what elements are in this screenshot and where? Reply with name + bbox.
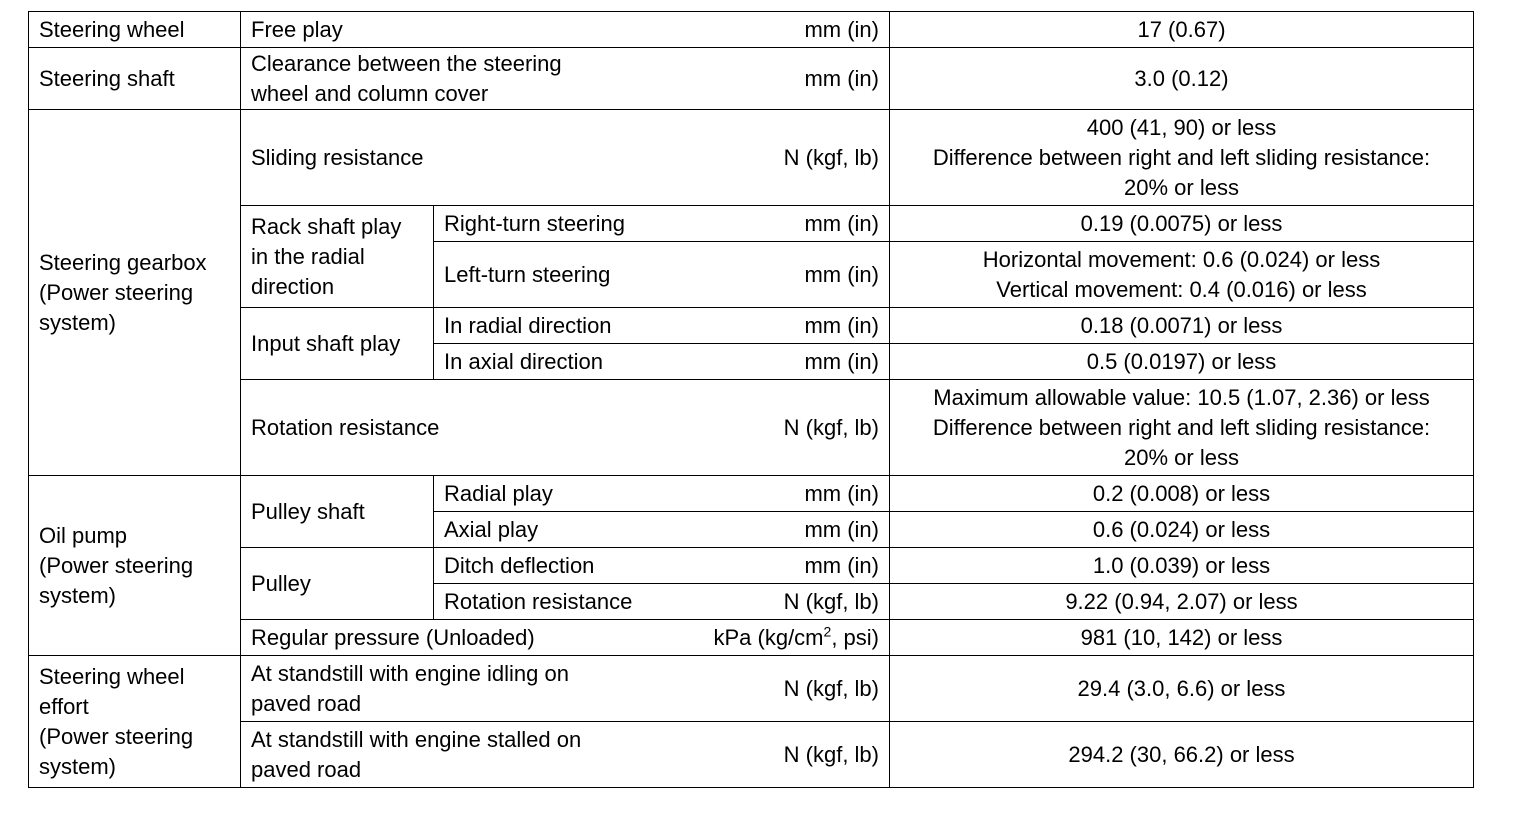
value-cell: Maximum allowable value: 10.5 (1.07, 2.36) or less Difference between right and left sliding resistance: 20% or less (890, 380, 1474, 476)
category-cell: Steering wheel (29, 12, 241, 48)
row-pulley-shaft-radial (29, 476, 1474, 512)
value-cell: Horizontal movement: 0.6 (0.024) or less Vertical movement: 0.4 (0.016) or less (890, 242, 1474, 308)
unit-label: mm (in) (804, 210, 879, 236)
unit-label: N (kgf, lb) (783, 675, 879, 701)
unit-label: mm (in) (804, 348, 879, 374)
value-cell: 0.19 (0.0075) or less (890, 206, 1474, 242)
row-steering-wheel-free-play (29, 12, 1474, 48)
item-cell: In axial direction mm (in) (434, 344, 890, 380)
unit-label: mm (in) (804, 312, 879, 338)
unit-label: mm (in) (804, 65, 879, 91)
value-cell: 9.22 (0.94, 2.07) or less (890, 584, 1474, 620)
row-steering-shaft-clearance (29, 48, 1474, 110)
unit-label: N (kgf, lb) (783, 414, 879, 440)
item-cell: Rotation resistance N (kgf, lb) (434, 584, 890, 620)
value-cell: 0.2 (0.008) or less (890, 476, 1474, 512)
unit-label: mm (in) (804, 552, 879, 578)
category-cell: Steering shaft (29, 48, 241, 110)
value-cell: 400 (41, 90) or less Difference between right and left sliding resistance: 20% or less (890, 110, 1474, 206)
row-rack-right-turn (29, 206, 1474, 242)
item-cell: Clearance between the steering wheel and column cover mm (in) (241, 48, 890, 110)
item-cell: Free play mm (in) (241, 12, 890, 48)
group-cell-rack-shaft: Rack shaft play in the radial direction (241, 206, 434, 308)
row-effort-idling (29, 656, 1474, 722)
item-cell: Ditch deflection mm (in) (434, 548, 890, 584)
item-cell: Sliding resistance N (kgf, lb) (241, 110, 890, 206)
value-cell: 294.2 (30, 66.2) or less (890, 722, 1474, 788)
unit-label: kPa ($kg/cm^2$, psi) (713, 623, 879, 650)
row-gearbox-sliding-resistance (29, 110, 1474, 206)
unit-label: mm (in) (804, 516, 879, 542)
item-cell: At standstill with engine stalled on paved road N (kgf, lb) (241, 722, 890, 788)
item-cell: Rotation resistance N (kgf, lb) (241, 380, 890, 476)
group-cell-pulley: Pulley (241, 548, 434, 620)
unit-label: mm (in) (804, 16, 879, 42)
row-effort-stalled (29, 722, 1474, 788)
group-cell-pulley-shaft: Pulley shaft (241, 476, 434, 548)
value-cell: 0.6 (0.024) or less (890, 512, 1474, 548)
category-cell-gearbox: Steering gearbox (Power steering system) (29, 110, 241, 476)
item-cell: Radial play mm (in) (434, 476, 890, 512)
category-cell-oil-pump: Oil pump (Power steering system) (29, 476, 241, 656)
unit-label: N (kgf, lb) (783, 144, 879, 170)
unit-label: N (kgf, lb) (783, 741, 879, 767)
item-cell: In radial direction mm (in) (434, 308, 890, 344)
value-cell: 3.0 (0.12) (890, 48, 1474, 110)
item-cell: Axial play mm (in) (434, 512, 890, 548)
unit-label: mm (in) (804, 261, 879, 287)
row-gearbox-rotation-resistance (29, 380, 1474, 476)
row-input-shaft-radial (29, 308, 1474, 344)
item-cell: Regular pressure (Unloaded) kPa ($kg/cm^2$, psi) (241, 620, 890, 656)
value-cell: 0.18 (0.0071) or less (890, 308, 1474, 344)
unit-label: mm (in) (804, 480, 879, 506)
value-cell: 17 (0.67) (890, 12, 1474, 48)
value-cell: 981 (10, 142) or less (890, 620, 1474, 656)
value-cell: 29.4 (3.0, 6.6) or less (890, 656, 1474, 722)
category-cell-effort: Steering wheel effort (Power steering system) (29, 656, 241, 788)
specification-table (28, 11, 1474, 788)
unit-label: N (kgf, lb) (783, 588, 879, 614)
value-cell: 0.5 (0.0197) or less (890, 344, 1474, 380)
row-regular-pressure (29, 620, 1474, 656)
group-cell-input-shaft: Input shaft play (241, 308, 434, 380)
item-cell: At standstill with engine idling on paved road N (kgf, lb) (241, 656, 890, 722)
item-cell: Right-turn steering mm (in) (434, 206, 890, 242)
row-pulley-ditch-deflection (29, 548, 1474, 584)
value-cell: 1.0 (0.039) or less (890, 548, 1474, 584)
item-cell: Left-turn steering mm (in) (434, 242, 890, 308)
